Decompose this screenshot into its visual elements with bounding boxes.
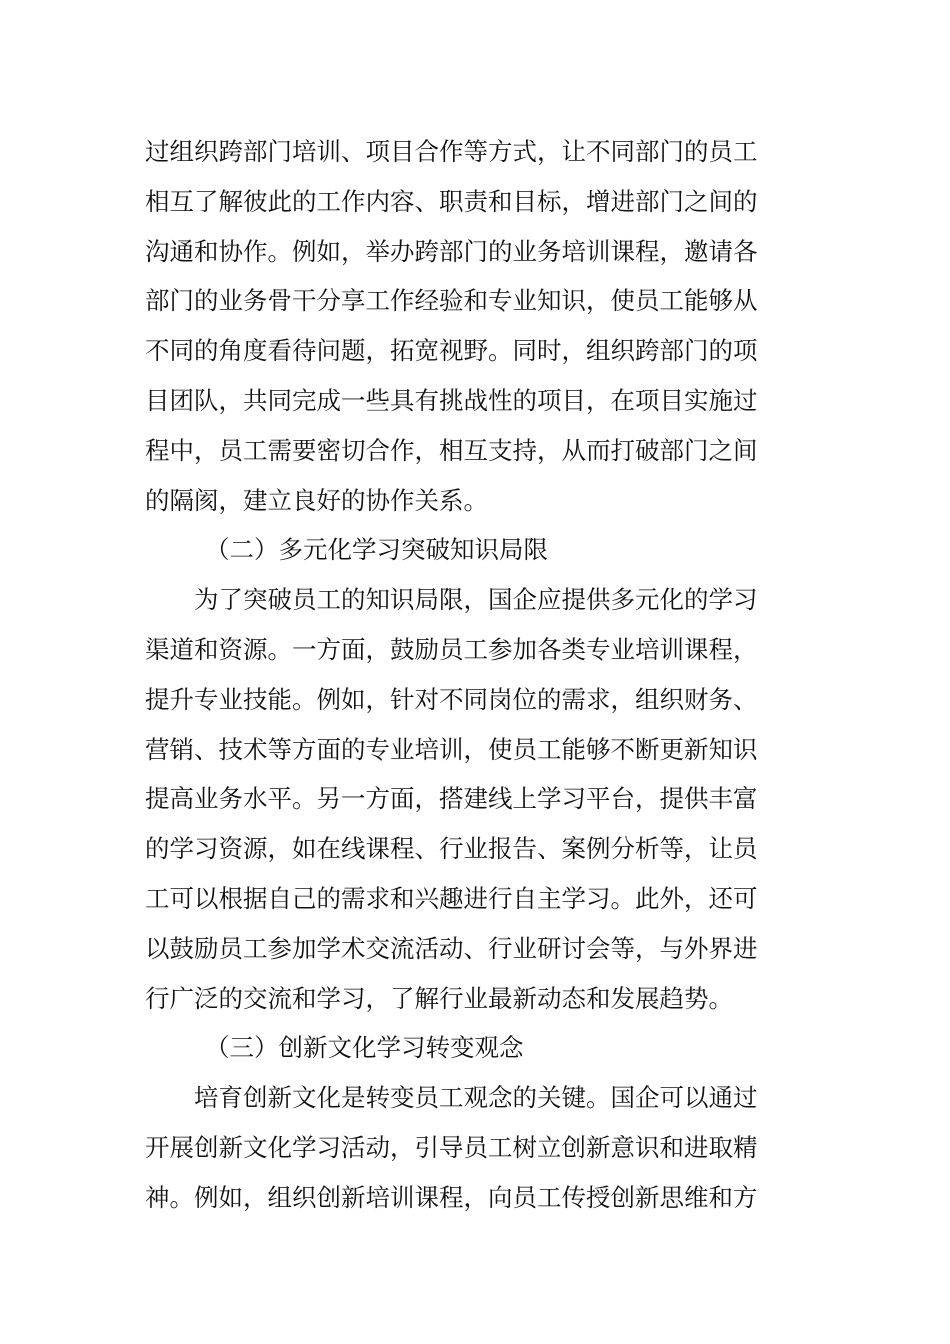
text-line: 的学习资源，如在线课程、行业报告、案例分析等，让员 <box>145 834 758 864</box>
text-line: 提高业务水平。另一方面，搭建线上学习平台，提供丰富 <box>145 784 758 814</box>
section-heading-3: （三）创新文化学习转变观念 <box>205 1033 524 1063</box>
text-line: 营销、技术等方面的专业培训，使员工能够不断更新知识 <box>145 734 758 764</box>
text-line: 渠道和资源。一方面，鼓励员工参加各类专业培训课程， <box>145 634 758 664</box>
text-line: 部门的业务骨干分享工作经验和专业知识，使员工能够从 <box>145 286 758 316</box>
text-line: 不同的角度看待问题，拓宽视野。同时，组织跨部门的项 <box>145 336 758 366</box>
text-line: 过组织跨部门培训、项目合作等方式，让不同部门的员工 <box>145 137 758 166</box>
text-line: 培育创新文化是转变员工观念的关键。国企可以通过 <box>194 1083 758 1113</box>
section-heading-2: （二）多元化学习突破知识局限 <box>205 535 548 565</box>
text-line: 的隔阂，建立良好的协作关系。 <box>145 485 488 515</box>
text-line: 程中，员工需要密切合作，相互支持，从而打破部门之间 <box>145 435 758 465</box>
text-line: 以鼓励员工参加学术交流活动、行业研讨会等，与外界进 <box>145 933 758 963</box>
text-line: 开展创新文化学习活动，引导员工树立创新意识和进取精 <box>145 1132 758 1162</box>
text-line: 行广泛的交流和学习，了解行业最新动态和发展趋势。 <box>145 983 733 1013</box>
text-line: 为了突破员工的知识局限，国企应提供多元化的学习 <box>194 585 758 615</box>
text-line: 神。例如，组织创新培训课程，向员工传授创新思维和方 <box>145 1182 758 1212</box>
text-line: 提升专业技能。例如，针对不同岗位的需求，组织财务、 <box>145 684 758 714</box>
text-line: 相互了解彼此的工作内容、职责和目标，增进部门之间的 <box>145 186 758 216</box>
text-line: 沟通和协作。例如，举办跨部门的业务培训课程，邀请各 <box>145 236 758 266</box>
text-line: 工可以根据自己的需求和兴趣进行自主学习。此外，还可 <box>145 883 758 913</box>
text-line: 目团队，共同完成一些具有挑战性的项目，在项目实施过 <box>145 385 758 415</box>
body-text <box>145 127 810 1223</box>
